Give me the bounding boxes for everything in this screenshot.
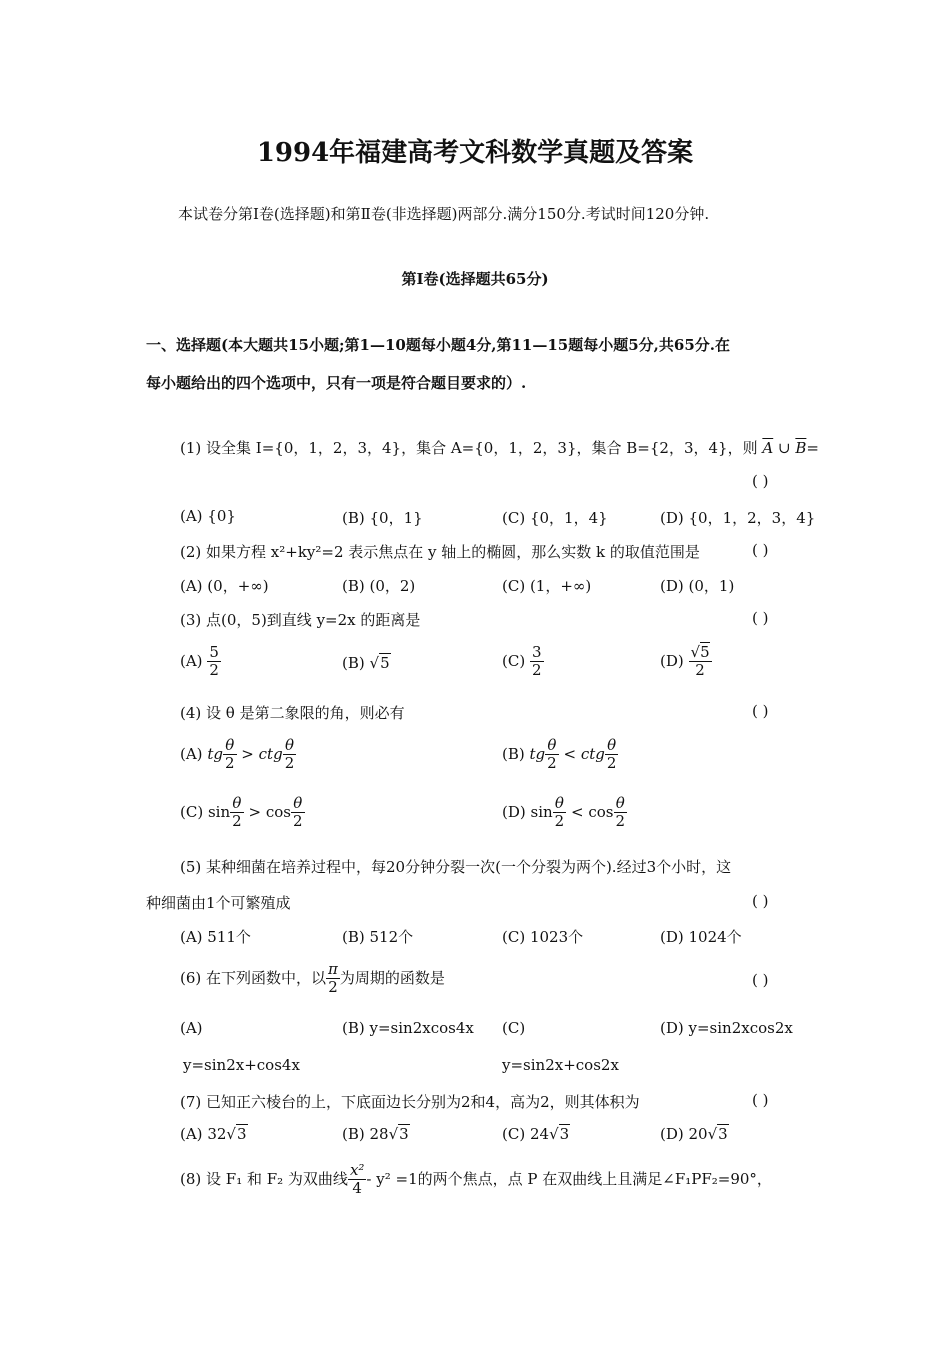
- square-root: √5: [369, 654, 390, 672]
- q6-option-a-expr: y=sin2x+cos4x: [183, 1056, 300, 1074]
- fraction: $\frac{\theta}{2}$: [547, 736, 557, 773]
- q5-option-c: (C) 1023个: [502, 928, 584, 946]
- equals-sign: =: [806, 439, 819, 457]
- answer-blank: ( ): [752, 1091, 769, 1109]
- q6-option-d: (D) y=sin2xcos2x: [660, 1019, 793, 1037]
- option-label: (B): [342, 654, 365, 672]
- option-label: (B): [502, 744, 525, 763]
- answer-blank: ( ): [752, 541, 769, 559]
- square-root: √3: [226, 1125, 247, 1143]
- question-2-stem: (2) 如果方程 x²+ky²=2 表示焦点在 y 轴上的椭圆，那么实数 k 的取值范围是: [180, 543, 700, 561]
- square-root: √3: [388, 1125, 409, 1143]
- q2-option-a: (A) (0，+∞): [180, 577, 269, 595]
- question-1-stem: [180, 437, 819, 458]
- question-5-stem-line2: 种细菌由1个可繁殖成: [146, 894, 291, 912]
- q6-option-a-label: (A): [180, 1019, 203, 1037]
- answer-blank: ( ): [752, 892, 769, 910]
- option-label: (A): [180, 651, 203, 670]
- fraction: $\frac{\theta}{2}$: [284, 736, 295, 773]
- answer-blank: ( ): [752, 971, 769, 989]
- fraction: $\frac{\theta}{2}$: [232, 794, 242, 831]
- option-label: (C): [180, 802, 204, 821]
- q1-option-a: (A) {0}: [180, 507, 236, 525]
- square-root: √3: [707, 1125, 728, 1143]
- answer-blank: ( ): [752, 472, 769, 490]
- q7-option-c: (C) 24√3: [502, 1125, 570, 1143]
- fraction: $\frac{\theta}{2}$: [224, 736, 235, 773]
- question-7-stem: (7) 已知正六棱台的上，下底面边长分别为2和4，高为2，则其体积为: [180, 1093, 640, 1111]
- option-label: (D): [660, 651, 684, 670]
- fraction: $\frac{3}{2}$: [531, 643, 542, 680]
- section-heading: 第Ⅰ卷(选择题共65分): [401, 270, 549, 288]
- q4-option-b: (B) tg $\frac{\theta}{2}$ < ctg $\frac{\theta}{2}$: [502, 736, 617, 773]
- fraction: $\frac{\theta}{2}$: [615, 794, 626, 831]
- q6-option-b: (B) y=sin2xcos4x: [342, 1019, 474, 1037]
- part-instructions-line1: 一、选择题(本大题共15小题;第1—10题每小题4分,第11—15题每小题5分,共65分.在: [146, 336, 730, 354]
- q4-option-a: (A) tg $\frac{\theta}{2}$ > ctg $\frac{\theta}{2}$: [180, 736, 295, 773]
- q1-option-d: (D) {0，1，2，3，4}: [660, 509, 816, 527]
- question-6-stem: (6) 在下列函数中，以 $\frac{\pi}{2}$ 为周期的函数是: [180, 960, 445, 997]
- fraction: $\frac{5}{2}$: [209, 643, 219, 680]
- q7-option-d: (D) 20√3: [660, 1125, 728, 1143]
- question-3-stem: (3) 点(0，5)到直线 y=2x 的距离是: [180, 611, 421, 629]
- part-instructions-line2: 每小题给出的四个选项中，只有一项是符合题目要求的）.: [146, 374, 527, 392]
- q5-option-d: (D) 1024个: [660, 928, 742, 946]
- q7-option-b: (B) 28√3: [342, 1125, 409, 1143]
- union-symbol: ∪: [778, 439, 791, 457]
- q1-option-b: (B) {0，1}: [342, 509, 423, 527]
- fraction: $\frac{\theta}{2}$: [554, 794, 565, 831]
- question-1-text: (1) 设全集 I={0，1，2，3，4}，集合 A={0，1，2，3}，集合 B={2，3，4}，则: [180, 439, 758, 457]
- q4-option-d: (D) sin $\frac{\theta}{2}$ < cos $\frac{\theta}{2}$: [502, 794, 626, 831]
- complement-b: $\overline{B}$: [795, 439, 807, 457]
- q4-option-c: (C) sin $\frac{\theta}{2}$ > cos $\frac{\theta}{2}$: [180, 794, 303, 831]
- fraction: $\frac{√5}{2}$: [690, 643, 710, 680]
- question-5-stem-line1: (5) 某种细菌在培养过程中，每20分钟分裂一次(一个分裂为两个).经过3个小时，这: [180, 858, 732, 876]
- option-label: (A): [180, 744, 203, 763]
- fraction: $\frac{\theta}{2}$: [606, 736, 617, 773]
- option-label: (C): [502, 651, 526, 670]
- answer-blank: ( ): [752, 609, 769, 627]
- q2-option-d: (D) (0，1): [660, 577, 735, 595]
- square-root: √3: [549, 1125, 570, 1143]
- exam-intro: 本试卷分第Ⅰ卷(选择题)和第Ⅱ卷(非选择题)两部分.满分150分.考试时间120分钟.: [178, 205, 710, 223]
- page-title: 1994年福建高考文科数学真题及答案: [256, 138, 694, 168]
- fraction: $\frac{\theta}{2}$: [292, 794, 303, 831]
- option-label: (D): [502, 802, 526, 821]
- q7-option-a: (A) 32√3: [180, 1125, 247, 1143]
- q2-option-b: (B) (0，2): [342, 577, 416, 595]
- q5-option-a: (A) 511个: [180, 928, 251, 946]
- question-8-stem: (8) 设 F₁ 和 F₂ 为双曲线 $\frac{\text{x²}}{4}$ - y² =1的两个焦点，点 P 在双曲线上且满足∠F₁PF₂=90°，: [180, 1161, 772, 1198]
- fraction: $\frac{\text{x²}}{4}$: [349, 1161, 365, 1198]
- fraction: $\frac{\pi}{2}$: [328, 960, 338, 997]
- q6-option-c-label: (C): [502, 1019, 526, 1037]
- complement-a: $\overline{A}$: [762, 439, 774, 457]
- question-4-stem: (4) 设 θ 是第二象限的角，则必有: [180, 704, 405, 722]
- q2-option-c: (C) (1，+∞): [502, 577, 592, 595]
- q3-option-b: [342, 654, 391, 672]
- q6-option-c-expr: y=sin2x+cos2x: [502, 1056, 619, 1074]
- q5-option-b: (B) 512个: [342, 928, 414, 946]
- q3-option-a: [180, 644, 221, 680]
- q3-option-c: [502, 644, 544, 680]
- q3-option-d: [660, 644, 712, 680]
- answer-blank: ( ): [752, 702, 769, 720]
- q1-option-c: (C) {0，1，4}: [502, 509, 608, 527]
